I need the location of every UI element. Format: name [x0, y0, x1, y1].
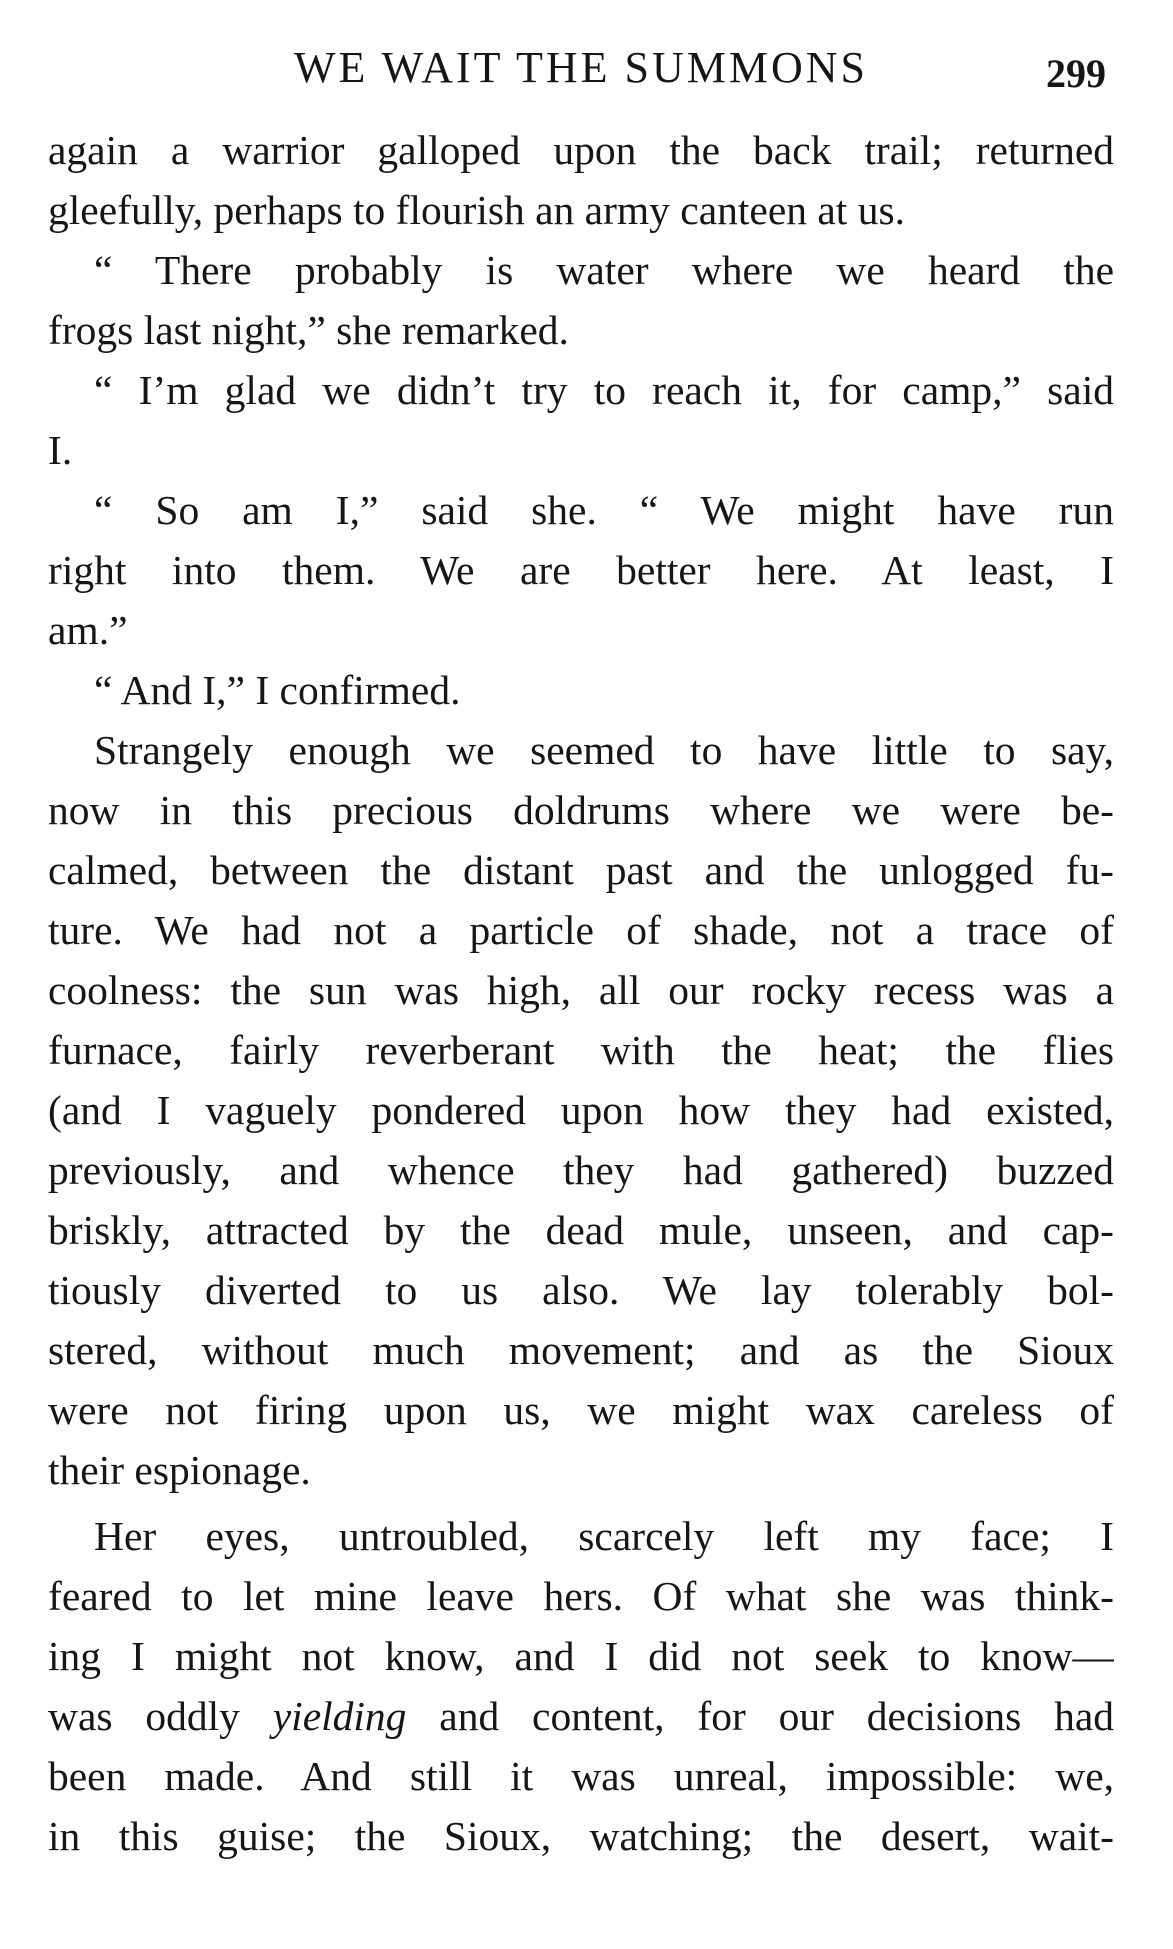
text-run: was oddly — [48, 1693, 273, 1739]
text-line: in this guise; the Sioux, watching; the desert, wait- — [48, 1813, 1114, 1859]
text-line: ture. We had not a particle of shade, not a trace of — [48, 907, 1114, 953]
text-line: “ There probably is water where we heard the — [94, 247, 1114, 293]
text-line: feared to let mine leave hers. Of what she was think- — [48, 1573, 1114, 1619]
text-line: frogs last night,” she remarked. — [48, 307, 569, 353]
text-line: previously, and whence they had gathered) buzzed — [48, 1147, 1114, 1193]
text-line: now in this precious doldrums where we were be- — [48, 787, 1114, 833]
running-head — [48, 38, 1114, 98]
text-line: briskly, attracted by the dead mule, unseen, and cap- — [48, 1207, 1114, 1253]
text-line: gleefully, perhaps to flourish an army canteen at us. — [48, 187, 905, 233]
text-line: “ So am I,” said she. “ We might have run — [94, 487, 1114, 533]
text-line: ing I might not know, and I did not seek to know— — [48, 1633, 1114, 1679]
text-line: right into them. We are better here. At least, I — [48, 547, 1114, 593]
page-number: 299 — [1046, 51, 1106, 96]
text-line: calmed, between the distant past and the unlogged fu- — [48, 847, 1114, 893]
text-line — [48, 1686, 1114, 1746]
text-line: “ And I,” I confirmed. — [94, 667, 461, 713]
body-text — [48, 120, 1114, 1866]
text-line: furnace, fairly reverberant with the heat; the flies — [48, 1027, 1114, 1073]
text-run: and content, for our decisions had — [406, 1693, 1114, 1739]
italic-word: yielding — [272, 1693, 407, 1739]
text-line: Strangely enough we seemed to have little to say, — [94, 727, 1114, 773]
text-line: coolness: the sun was high, all our rocky recess was a — [48, 967, 1114, 1013]
text-line: stered, without much movement; and as the Sioux — [48, 1327, 1114, 1373]
text-line: tiously diverted to us also. We lay tolerably bol- — [48, 1267, 1114, 1313]
running-title: WE WAIT THE SUMMONS — [293, 43, 869, 92]
text-line: Her eyes, untroubled, scarcely left my face; I — [94, 1513, 1114, 1559]
text-line: I. — [48, 427, 73, 473]
text-line: their espionage. — [48, 1447, 311, 1493]
text-line: again a warrior galloped upon the back trail; returned — [48, 127, 1114, 173]
text-line: been made. And still it was unreal, impossible: we, — [48, 1753, 1114, 1799]
text-line: (and I vaguely pondered upon how they had existed, — [48, 1087, 1114, 1133]
text-line: were not firing upon us, we might wax careless of — [48, 1387, 1114, 1433]
text-line: am.” — [48, 607, 128, 653]
text-line: “ I’m glad we didn’t try to reach it, for camp,” said — [94, 367, 1114, 413]
